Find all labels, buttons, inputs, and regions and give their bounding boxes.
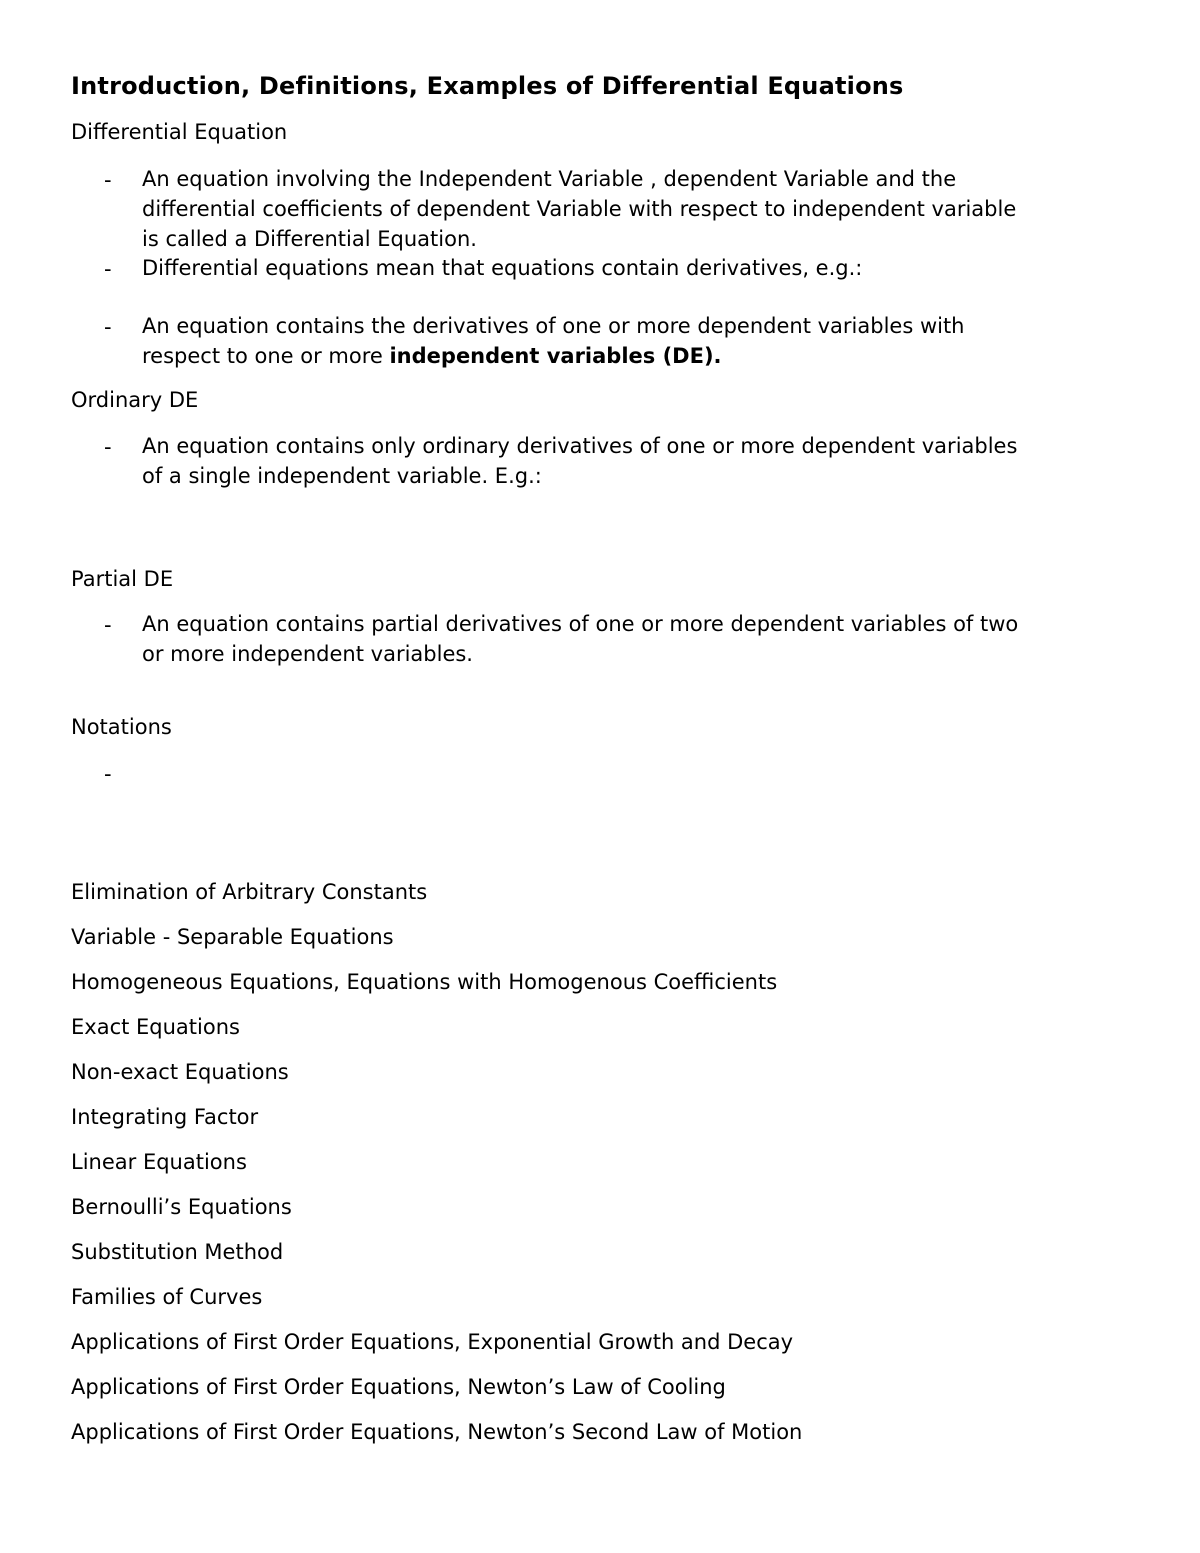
topic-item: Linear Equations bbox=[71, 1150, 247, 1174]
topic-item: Applications of First Order Equations, Exponential Growth and Decay bbox=[71, 1330, 794, 1354]
topic-item: Non-exact Equations bbox=[71, 1060, 289, 1084]
bullet-line: or more independent variables. bbox=[142, 642, 473, 666]
topic-item: Homogeneous Equations, Equations with Homogenous Coefficients bbox=[71, 970, 778, 994]
bullet-marker: - bbox=[104, 168, 112, 192]
bullet-de-definition bbox=[142, 164, 1142, 254]
bullet-line: Differential equations mean that equations contain derivatives, e.g.: bbox=[142, 256, 863, 280]
bullet-line: An equation contains only ordinary derivatives of one or more dependent variables bbox=[142, 434, 1018, 458]
bullet-line: of a single independent variable. E.g.: bbox=[142, 464, 542, 488]
bullet-ordinary-de bbox=[142, 431, 1142, 491]
document-title: Introduction, Definitions, Examples of Differential Equations bbox=[71, 72, 904, 100]
heading-ordinary-de: Ordinary DE bbox=[71, 388, 199, 412]
bullet-marker: - bbox=[104, 762, 112, 786]
bullet-line bbox=[142, 341, 1142, 371]
topic-item: Families of Curves bbox=[71, 1285, 263, 1309]
bullet-line: An equation involving the Independent Variable , dependent Variable and the bbox=[142, 167, 957, 191]
topic-item: Applications of First Order Equations, Newton’s Second Law of Motion bbox=[71, 1420, 803, 1444]
bullet-marker: - bbox=[104, 257, 112, 281]
bullet-de-contains bbox=[142, 311, 1142, 371]
bullet-line: differential coefficients of dependent Variable with respect to independent variable bbox=[142, 197, 1017, 221]
topic-item: Elimination of Arbitrary Constants bbox=[71, 880, 428, 904]
bullet-line: An equation contains the derivatives of one or more dependent variables with bbox=[142, 314, 965, 338]
heading-partial-de: Partial DE bbox=[71, 567, 174, 591]
topic-item: Bernoulli’s Equations bbox=[71, 1195, 292, 1219]
bullet-marker: - bbox=[104, 315, 112, 339]
bullet-line: is called a Differential Equation. bbox=[142, 227, 477, 251]
topic-item: Applications of First Order Equations, Newton’s Law of Cooling bbox=[71, 1375, 726, 1399]
topic-item: Variable - Separable Equations bbox=[71, 925, 394, 949]
topic-item: Exact Equations bbox=[71, 1015, 240, 1039]
bullet-marker: - bbox=[104, 435, 112, 459]
topic-item: Integrating Factor bbox=[71, 1105, 259, 1129]
bullet-marker: - bbox=[104, 613, 112, 637]
heading-differential-equation: Differential Equation bbox=[71, 120, 288, 144]
bullet-partial-de bbox=[142, 609, 1142, 669]
bullet-de-meaning bbox=[142, 253, 1142, 283]
heading-notations: Notations bbox=[71, 715, 172, 739]
bullet-line: An equation contains partial derivatives of one or more dependent variables of two bbox=[142, 612, 1019, 636]
bullet-line-bold: independent variables (DE). bbox=[389, 344, 722, 368]
topic-item: Substitution Method bbox=[71, 1240, 284, 1264]
bullet-line-plain: respect to one or more bbox=[142, 344, 390, 368]
